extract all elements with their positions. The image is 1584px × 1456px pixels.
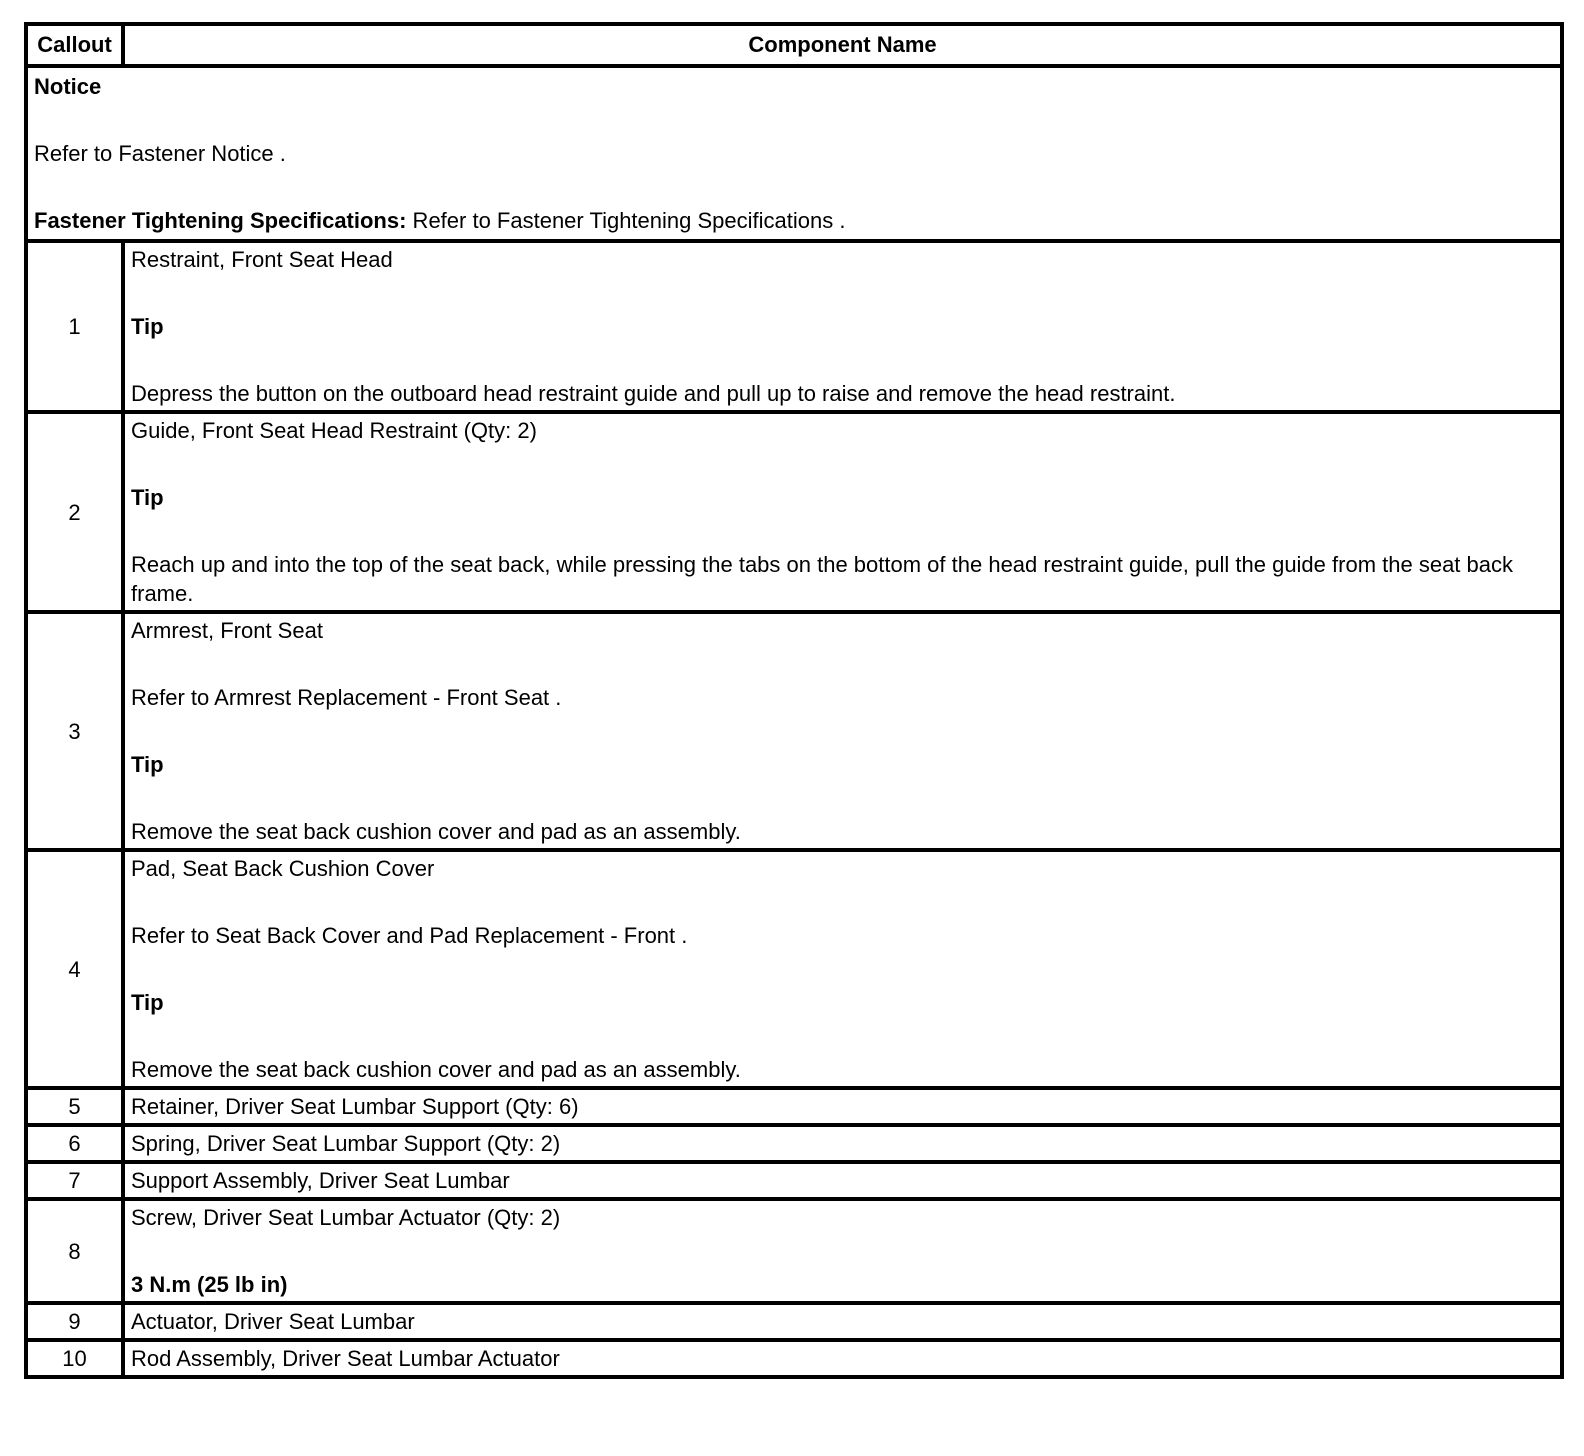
callout-number: 6 — [26, 1125, 123, 1162]
table-row — [26, 850, 1562, 1088]
table-row — [26, 1303, 1562, 1340]
component-name: Actuator, Driver Seat Lumbar — [123, 1303, 1562, 1340]
callout-number: 1 — [26, 241, 123, 412]
tip-label: Tip — [131, 752, 164, 777]
component-name: Rod Assembly, Driver Seat Lumbar Actuator — [123, 1340, 1562, 1377]
spec-label: Fastener Tightening Specifications: — [34, 208, 407, 233]
tip-label: Tip — [131, 485, 164, 510]
tip-label: Tip — [131, 314, 164, 339]
component-cell — [123, 412, 1562, 612]
component-name: Screw, Driver Seat Lumbar Actuator (Qty: 2) — [131, 1205, 561, 1230]
component-table — [24, 22, 1564, 1379]
table-row — [26, 612, 1562, 850]
notice-text: Refer to Fastener Notice . — [34, 141, 286, 166]
component-cell — [123, 1199, 1562, 1303]
callout-number: 8 — [26, 1199, 123, 1303]
component-name: Armrest, Front Seat — [131, 618, 323, 643]
component-cell — [123, 850, 1562, 1088]
torque-spec: 3 N.m (25 lb in) — [131, 1272, 288, 1297]
callout-number: 3 — [26, 612, 123, 850]
callout-number: 4 — [26, 850, 123, 1088]
component-name: Pad, Seat Back Cushion Cover — [131, 856, 435, 881]
table-row — [26, 1162, 1562, 1199]
notice-row — [26, 66, 1562, 241]
notice-title: Notice — [34, 74, 102, 99]
callout-number: 2 — [26, 412, 123, 612]
callout-number: 9 — [26, 1303, 123, 1340]
tip-text: Reach up and into the top of the seat back, while pressing the tabs on the bottom of the head restraint guide, pull the guide from the seat back frame. — [131, 552, 1513, 606]
header-row — [26, 24, 1562, 66]
table-row — [26, 412, 1562, 612]
component-name: Guide, Front Seat Head Restraint (Qty: 2) — [131, 418, 537, 443]
table-row — [26, 1125, 1562, 1162]
table-row — [26, 1340, 1562, 1377]
component-name: Support Assembly, Driver Seat Lumbar — [123, 1162, 1562, 1199]
component-name: Retainer, Driver Seat Lumbar Support (Qty: 6) — [123, 1088, 1562, 1125]
notice-cell — [26, 66, 1562, 241]
reference-text: Refer to Armrest Replacement - Front Seat . — [131, 685, 562, 710]
tip-label: Tip — [131, 990, 164, 1015]
component-cell — [123, 241, 1562, 412]
component-cell — [123, 612, 1562, 850]
tip-text: Depress the button on the outboard head restraint guide and pull up to raise and remove the head restraint. — [131, 381, 1176, 406]
table-row — [26, 1088, 1562, 1125]
tip-text: Remove the seat back cushion cover and pad as an assembly. — [131, 819, 741, 844]
table-row — [26, 1199, 1562, 1303]
component-name: Spring, Driver Seat Lumbar Support (Qty: 2) — [123, 1125, 1562, 1162]
component-name: Restraint, Front Seat Head — [131, 247, 393, 272]
callout-number: 7 — [26, 1162, 123, 1199]
spec-text: Refer to Fastener Tightening Specifications . — [406, 208, 846, 233]
component-name-header: Component Name — [123, 24, 1562, 66]
callout-number: 10 — [26, 1340, 123, 1377]
callout-number: 5 — [26, 1088, 123, 1125]
callout-header: Callout — [26, 24, 123, 66]
table-row — [26, 241, 1562, 412]
notice-spec — [34, 206, 1554, 235]
tip-text: Remove the seat back cushion cover and pad as an assembly. — [131, 1057, 741, 1082]
reference-text: Refer to Seat Back Cover and Pad Replacement - Front . — [131, 923, 688, 948]
